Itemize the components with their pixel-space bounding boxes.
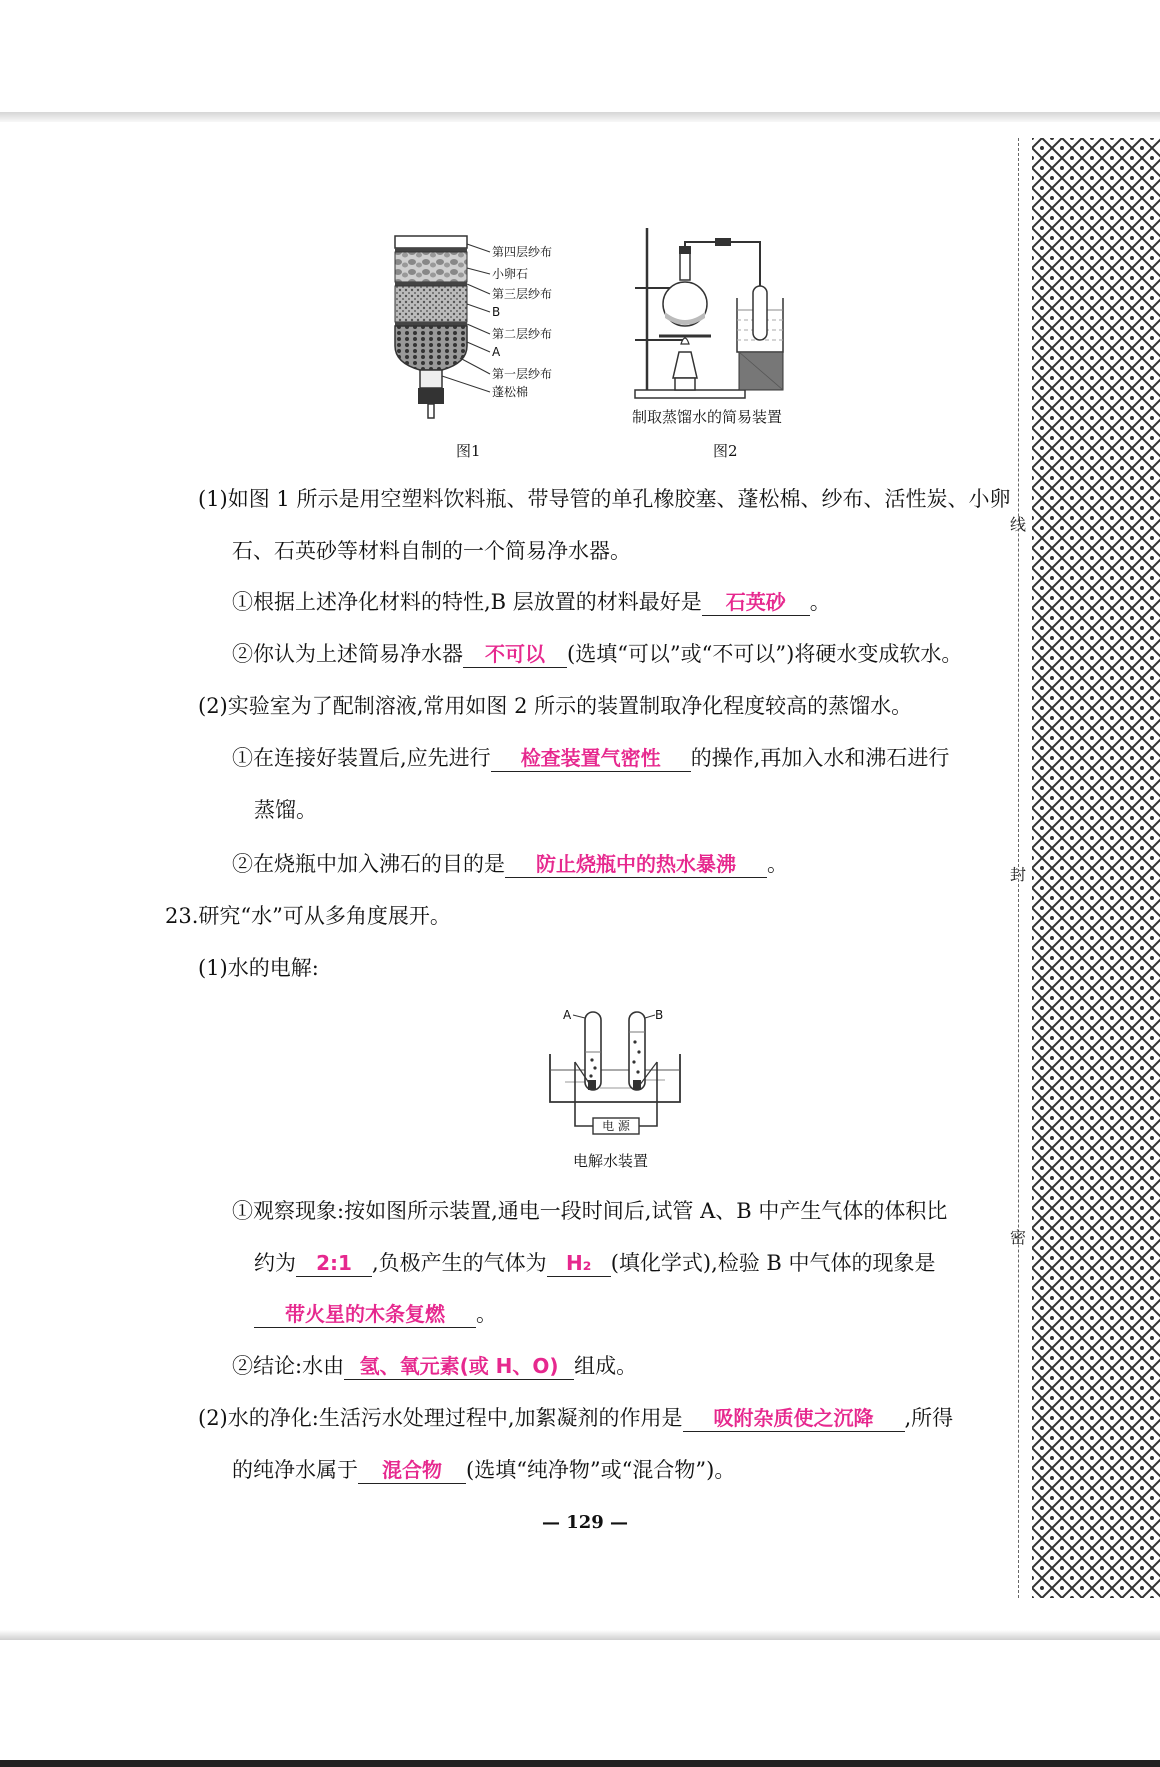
fig1-label-gauze2: 第二层纱布 <box>492 327 553 341</box>
answer-blank-boiling-chips: 防止烧瓶中的热水暴沸 <box>505 851 767 878</box>
fig1-label-b: B <box>492 305 501 319</box>
figure1-water-filter <box>380 228 580 438</box>
q23-part2-text: (2)水的净化:生活污水处理过程中,加絮凝剂的作用是 <box>198 1406 683 1430</box>
q22-sub2-end: (选填“可以”或“不可以”)将硬水变成软水。 <box>567 642 963 666</box>
margin-char-feng: 封 <box>1009 865 1026 884</box>
figure1-caption: 图1 <box>456 442 481 460</box>
answer-blank-airtightness: 检查装置气密性 <box>491 745 691 772</box>
q22-sub3-text: ①在连接好装置后,应先进行 <box>232 746 491 770</box>
answer-blank-mixture: 混合物 <box>358 1457 466 1484</box>
q22-sub1 <box>232 587 831 617</box>
q22-sub3 <box>232 743 949 773</box>
bottom-bar <box>0 1760 1160 1767</box>
q23-sub1-l2-mid: ,负极产生的气体为 <box>372 1251 547 1275</box>
fig1-label-cotton: 蓬松棉 <box>492 385 529 399</box>
q23-sub2 <box>232 1351 637 1381</box>
fig1-label-gauze1: 第一层纱布 <box>492 367 553 381</box>
electrolysis-caption: 电解水装置 <box>573 1152 649 1170</box>
q22-sub2-text: ②你认为上述简易净水器 <box>232 642 463 666</box>
q23-sub1-line3 <box>254 1299 497 1329</box>
q23-part2-l2-text: 的纯净水属于 <box>232 1458 358 1482</box>
q23-sub1-l2-end: (填化学式),检验 B 中气体的现象是 <box>610 1251 936 1275</box>
q23-part2-line2 <box>232 1455 735 1485</box>
q23-sub2-text: ②结论:水由 <box>232 1354 345 1378</box>
q22-sub3-line2: 蒸馏。 <box>254 798 317 822</box>
fig1-label-gauze4: 第四层纱布 <box>492 245 553 259</box>
q23-sub1-l2-text: 约为 <box>254 1251 296 1275</box>
answer-blank-negative-gas: H₂ <box>547 1250 611 1277</box>
binding-pattern <box>1032 138 1160 1598</box>
q23-part1: (1)水的电解: <box>198 956 319 980</box>
q23-part2-end: ,所得 <box>904 1406 954 1430</box>
electrolysis-figure <box>545 1002 695 1142</box>
q22-sub3-end: 的操作,再加入水和沸石进行 <box>690 746 950 770</box>
q23-part2-l2-end: (选填“纯净物”或“混合物”)。 <box>466 1458 736 1482</box>
tube-b-label: B <box>655 1008 664 1022</box>
q22-sub2 <box>232 639 962 669</box>
answer-blank-soft-water: 不可以 <box>463 641 567 668</box>
figure2-distillation <box>625 228 805 408</box>
fig1-label-a: A <box>492 345 501 359</box>
figure2-caption: 图2 <box>713 442 738 460</box>
q22-sub1-end: 。 <box>809 590 831 614</box>
answer-blank-volume-ratio: 2:1 <box>296 1250 372 1277</box>
page-number: — 129 — <box>541 1512 629 1533</box>
tube-a-label: A <box>563 1008 572 1022</box>
q23-title: 23.研究“水”可从多角度展开。 <box>165 904 451 928</box>
q22-sub4-text: ②在烧瓶中加入沸石的目的是 <box>232 852 505 876</box>
q22-sub1-text: ①根据上述净化材料的特性,B 层放置的材料最好是 <box>232 590 702 614</box>
q23-part2-line1 <box>198 1403 953 1433</box>
margin-char-xian: 线 <box>1009 515 1026 534</box>
answer-blank-composition: 氢、氧元素(或 H、O) <box>344 1353 574 1380</box>
margin-char-mi: 密 <box>1009 1228 1026 1247</box>
q23-sub1-line1: ①观察现象:按如图所示装置,通电一段时间后,试管 A、B 中产生气体的体积比 <box>232 1199 948 1223</box>
answer-blank-b-layer: 石英砂 <box>702 589 810 616</box>
q23-sub1-l3-end: 。 <box>476 1302 497 1326</box>
figure2-inner-caption: 制取蒸馏水的简易装置 <box>632 408 783 426</box>
page-bottom-shadow <box>0 1630 1160 1640</box>
q22-sub4-end: 。 <box>767 852 788 876</box>
q22-part2: (2)实验室为了配制溶液,常用如图 2 所示的装置制取净化程度较高的蒸馏水。 <box>198 694 913 718</box>
q22-part1-line1: (1)如图 1 所示是用空塑料饮料瓶、带导管的单孔橡胶塞、蓬松棉、纱布、活性炭、小卵 <box>198 487 1011 511</box>
answer-blank-flocculant: 吸附杂质使之沉降 <box>683 1405 905 1432</box>
q22-sub4 <box>232 849 788 879</box>
q22-part1-line2: 石、石英砂等材料自制的一个简易净水器。 <box>232 539 631 563</box>
q23-sub1-line2 <box>254 1248 936 1278</box>
fig1-label-pebbles: 小卵石 <box>492 267 529 281</box>
power-source-label: 电 源 <box>602 1119 630 1133</box>
q23-sub2-end: 组成。 <box>574 1354 638 1378</box>
answer-blank-b-gas-test: 带火星的木条复燃 <box>254 1301 476 1328</box>
fig1-label-gauze3: 第三层纱布 <box>492 287 553 301</box>
